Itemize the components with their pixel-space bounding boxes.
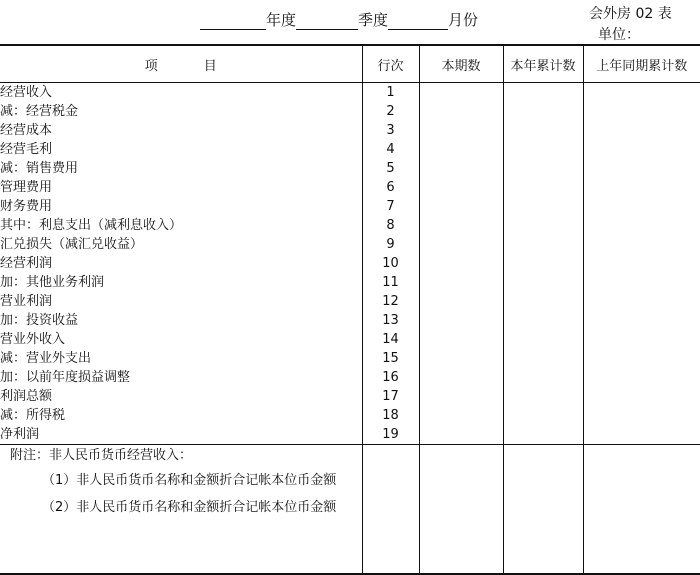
table-header-row <box>0 45 700 83</box>
row-line-number: 10 <box>362 254 419 273</box>
row-line-number: 14 <box>362 330 419 349</box>
row-line-number: 16 <box>362 368 419 387</box>
prior-ytd-cell[interactable] <box>583 330 700 349</box>
table-row <box>0 368 700 387</box>
current-cell[interactable] <box>419 292 503 311</box>
row-line-number: 6 <box>362 178 419 197</box>
row-line-number: 13 <box>362 311 419 330</box>
row-line-number: 8 <box>362 216 419 235</box>
current-cell[interactable] <box>419 368 503 387</box>
row-label: 减：销售费用 <box>0 161 79 176</box>
ytd-cell[interactable] <box>503 197 583 216</box>
row-label: 其中：利息支出（减利息收入） <box>0 218 183 233</box>
table-row <box>0 83 700 103</box>
current-cell[interactable] <box>419 406 503 425</box>
prior-ytd-cell[interactable] <box>583 216 700 235</box>
ytd-cell[interactable] <box>503 235 583 254</box>
table-row <box>0 330 700 349</box>
row-line-number: 19 <box>362 425 419 445</box>
unit-label: 单位： <box>598 27 640 43</box>
prior-ytd-cell[interactable] <box>583 121 700 140</box>
notes-item-2: （2）非人民币货币名称和金额折合记帐本位币金额 <box>42 500 337 515</box>
prior-ytd-cell[interactable] <box>583 311 700 330</box>
current-cell[interactable] <box>419 235 503 254</box>
prior-ytd-cell[interactable] <box>583 159 700 178</box>
table-row <box>0 349 700 368</box>
table-row <box>0 197 700 216</box>
column-header-item: 项目 <box>0 45 362 83</box>
prior-ytd-cell[interactable] <box>583 178 700 197</box>
report-header <box>0 0 700 44</box>
notes-current-cell[interactable] <box>419 445 503 575</box>
column-header-line: 行次 <box>362 45 419 83</box>
ytd-cell[interactable] <box>503 311 583 330</box>
row-line-number: 11 <box>362 273 419 292</box>
row-label: 净利润 <box>0 425 362 445</box>
row-line-number: 4 <box>362 140 419 159</box>
table-row <box>0 406 700 425</box>
ytd-cell[interactable] <box>503 406 583 425</box>
row-label: 加：以前年度损益调整 <box>0 370 131 385</box>
current-cell[interactable] <box>419 330 503 349</box>
row-line-number: 15 <box>362 349 419 368</box>
table-row <box>0 273 700 292</box>
current-cell[interactable] <box>419 254 503 273</box>
table-row <box>0 102 700 121</box>
prior-ytd-cell[interactable] <box>583 235 700 254</box>
row-label: 经营成本 <box>0 123 53 138</box>
period-line <box>200 9 478 30</box>
row-line-number: 12 <box>362 292 419 311</box>
notes-title: 附注：非人民币货币经营收入： <box>10 448 193 463</box>
quarter-label: 季度 <box>358 11 389 29</box>
quarter-blank[interactable] <box>296 15 358 30</box>
ytd-cell[interactable] <box>503 425 583 445</box>
ytd-cell[interactable] <box>503 216 583 235</box>
year-blank[interactable] <box>200 15 266 30</box>
row-label: 营业外收入 <box>0 332 66 347</box>
current-cell[interactable] <box>419 273 503 292</box>
current-cell[interactable] <box>419 83 503 103</box>
ytd-cell[interactable] <box>503 159 583 178</box>
ytd-cell[interactable] <box>503 102 583 121</box>
table-row <box>0 425 700 445</box>
ytd-cell[interactable] <box>503 292 583 311</box>
row-line-number: 1 <box>362 83 419 103</box>
ytd-cell[interactable] <box>503 178 583 197</box>
prior-ytd-cell[interactable] <box>583 425 700 445</box>
notes-prior-ytd-cell[interactable] <box>583 445 700 575</box>
prior-ytd-cell[interactable] <box>583 406 700 425</box>
column-header-ytd: 本年累计数 <box>503 45 583 83</box>
row-line-number: 18 <box>362 406 419 425</box>
prior-ytd-cell[interactable] <box>583 254 700 273</box>
row-label: 减：营业外支出 <box>0 351 92 366</box>
current-cell[interactable] <box>419 178 503 197</box>
ytd-cell[interactable] <box>503 330 583 349</box>
table-row <box>0 235 700 254</box>
row-label: 汇兑损失（减汇兑收益） <box>0 237 144 252</box>
table-row <box>0 216 700 235</box>
row-line-number: 7 <box>362 197 419 216</box>
notes-row <box>0 445 700 575</box>
ytd-cell[interactable] <box>503 349 583 368</box>
current-cell[interactable] <box>419 140 503 159</box>
prior-ytd-cell[interactable] <box>583 83 700 103</box>
current-cell[interactable] <box>419 121 503 140</box>
ytd-cell[interactable] <box>503 387 583 406</box>
table-row <box>0 121 700 140</box>
current-cell[interactable] <box>419 311 503 330</box>
current-cell[interactable] <box>419 216 503 235</box>
ytd-cell[interactable] <box>503 140 583 159</box>
row-line-number: 9 <box>362 235 419 254</box>
prior-ytd-cell[interactable] <box>583 197 700 216</box>
row-label: 加：投资收益 <box>0 313 79 328</box>
row-label: 财务费用 <box>0 199 53 214</box>
prior-ytd-cell[interactable] <box>583 273 700 292</box>
current-cell[interactable] <box>419 159 503 178</box>
row-line-number: 2 <box>362 102 419 121</box>
row-line-number: 3 <box>362 121 419 140</box>
current-cell[interactable] <box>419 349 503 368</box>
current-cell[interactable] <box>419 425 503 445</box>
row-label: 经营收入 <box>0 85 53 100</box>
ytd-cell[interactable] <box>503 121 583 140</box>
row-label: 管理费用 <box>0 180 53 195</box>
row-line-number: 17 <box>362 387 419 406</box>
ytd-cell[interactable] <box>503 254 583 273</box>
row-label: 经营毛利 <box>0 142 53 157</box>
row-label: 减：所得税 <box>0 408 66 423</box>
row-label: 加：其他业务利润 <box>0 275 105 290</box>
prior-ytd-cell[interactable] <box>583 140 700 159</box>
prior-ytd-cell[interactable] <box>583 368 700 387</box>
profit-statement-table <box>0 44 700 575</box>
current-cell[interactable] <box>419 387 503 406</box>
current-cell[interactable] <box>419 197 503 216</box>
row-label: 利润总额 <box>0 389 53 404</box>
notes-ytd-cell[interactable] <box>503 445 583 575</box>
prior-ytd-cell[interactable] <box>583 292 700 311</box>
prior-ytd-cell[interactable] <box>583 387 700 406</box>
column-header-current: 本期数 <box>419 45 503 83</box>
row-line-number: 5 <box>362 159 419 178</box>
row-label: 减：经营税金 <box>0 104 79 119</box>
column-header-prior-ytd: 上年同期累计数 <box>583 45 700 83</box>
table-row <box>0 387 700 406</box>
table-row <box>0 178 700 197</box>
month-label: 月份 <box>448 11 479 29</box>
prior-ytd-cell[interactable] <box>583 349 700 368</box>
notes-cell <box>0 445 362 575</box>
ytd-cell[interactable] <box>503 273 583 292</box>
ytd-cell[interactable] <box>503 368 583 387</box>
year-label: 年度 <box>266 11 297 29</box>
table-row <box>0 140 700 159</box>
table-row <box>0 254 700 273</box>
current-cell[interactable] <box>419 102 503 121</box>
ytd-cell[interactable] <box>503 83 583 103</box>
month-blank[interactable] <box>388 15 448 30</box>
table-row <box>0 311 700 330</box>
notes-line-cell[interactable] <box>362 445 419 575</box>
form-code: 会外房 02 表 <box>589 6 672 22</box>
row-label: 营业利润 <box>0 294 53 309</box>
notes-item-1: （1）非人民币货币名称和金额折合记帐本位币金额 <box>42 473 337 488</box>
row-label: 经营利润 <box>0 256 53 271</box>
table-row <box>0 159 700 178</box>
table-row <box>0 292 700 311</box>
prior-ytd-cell[interactable] <box>583 102 700 121</box>
